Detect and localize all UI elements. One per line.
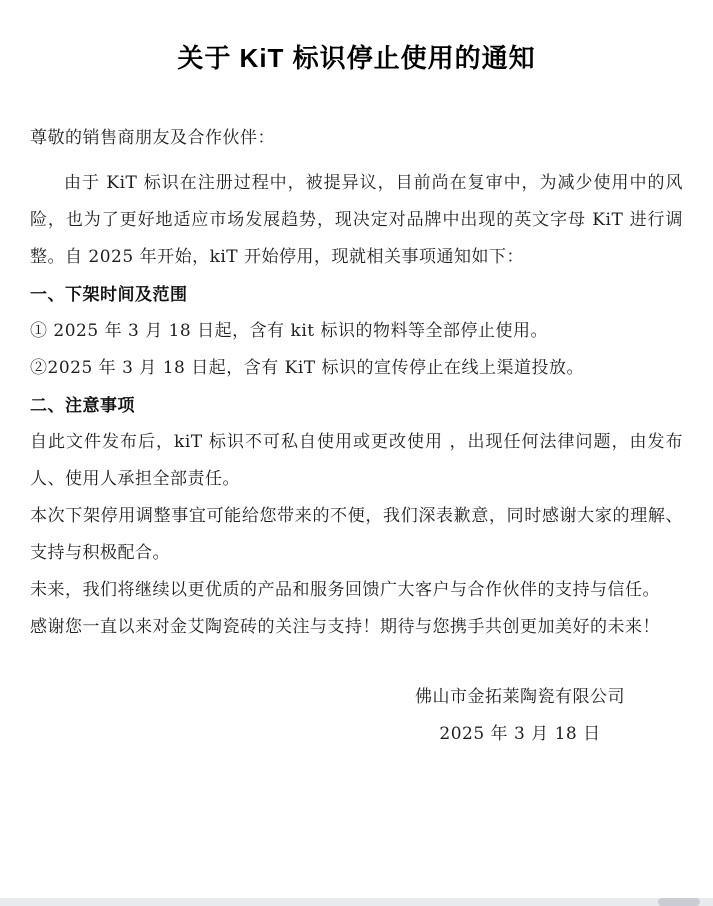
section1-heading: 一、下架时间及范围 [30, 285, 188, 304]
scrollbar-thumb[interactable] [658, 898, 700, 906]
section1-item-2: ②2025 年 3 月 18 日起，含有 KiT 标识的宣传停止在线上渠道投放。 [30, 358, 585, 378]
document-page [0, 38, 713, 753]
section1-item-1: ① 2025 年 3 月 18 日起，含有 kit 标识的物料等全部停止使用。 [30, 321, 549, 341]
signature-date: 2025 年 3 月 18 日 [439, 724, 601, 744]
document-title: 关于 KiT 标识停止使用的通知 [177, 43, 536, 73]
section2-paragraph-1: 自此文件发布后，kiT 标识不可私自使用或更改使用 ，出现任何法律问题，由发布人、使用人承担全部责任。 [30, 432, 683, 489]
horizontal-scrollbar[interactable] [0, 898, 713, 906]
section2-heading: 二、注意事项 [30, 396, 135, 415]
section2-paragraph-3: 未来，我们将继续以更优质的产品和服务回馈广大客户与合作伙伴的支持与信任。 [30, 580, 660, 600]
intro-paragraph: 由于 KiT 标识在注册过程中，被提异议，目前尚在复审中，为减少使用中的风险，也为了更好地适应市场发展趋势，现决定对品牌中出现的英文字母 KiT 进行调整。自 2025 年开始，kiT 开始停用，现就相关事项通知如下： [30, 173, 683, 267]
section2-paragraph-2: 本次下架停用调整事宜可能给您带来的不便，我们深表歉意，同时感谢大家的理解、支持与积极配合。 [30, 506, 683, 563]
greeting-line: 尊敬的销售商朋友及合作伙伴： [30, 128, 275, 148]
signature-block [415, 679, 625, 753]
section2-paragraph-4: 感谢您一直以来对金艾陶瓷砖的关注与支持！期待与您携手共创更加美好的未来！ [30, 617, 660, 637]
company-name: 佛山市金拓莱陶瓷有限公司 [415, 687, 625, 707]
